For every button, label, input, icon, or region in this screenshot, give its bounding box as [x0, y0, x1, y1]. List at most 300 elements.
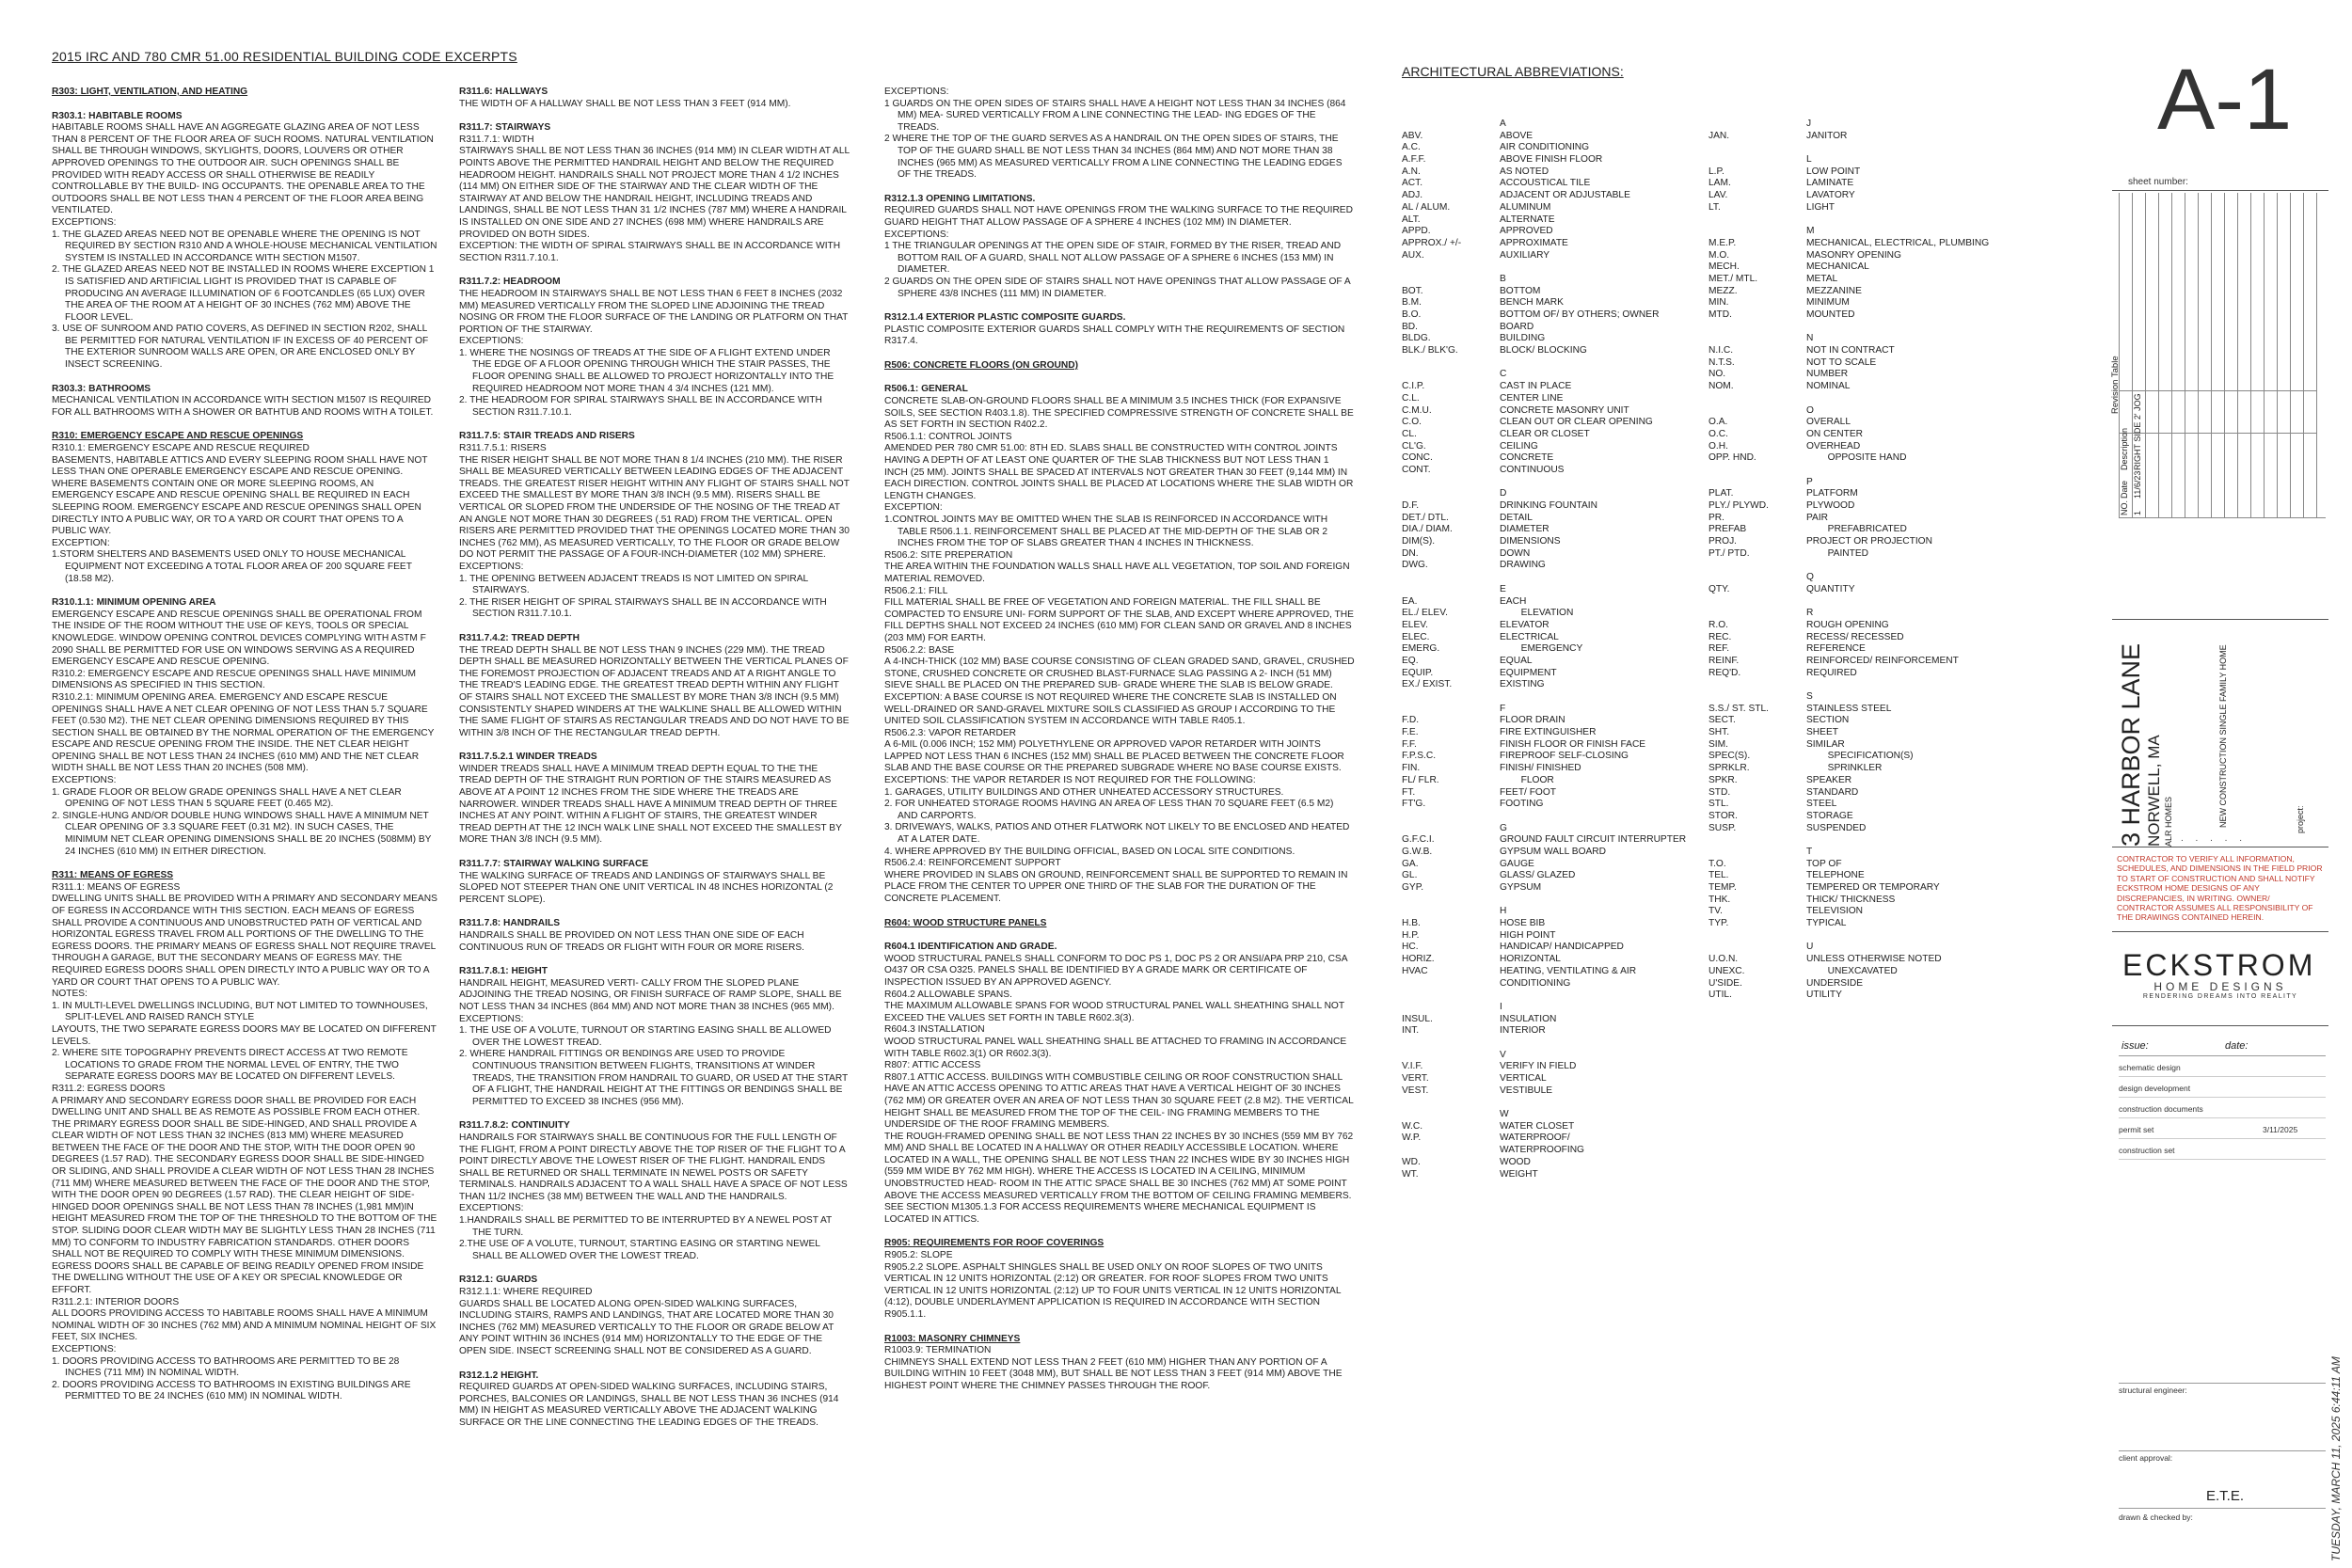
issue-name: schematic design [2119, 1063, 2181, 1072]
abbreviation-code: SPEC(S). [1708, 751, 1751, 762]
abbreviation-code: H.B. [1402, 918, 1421, 929]
project-owner: ALR HOMES [2164, 796, 2173, 847]
subsection-heading: R312.1: GUARDS [459, 1275, 538, 1286]
abbreviation-code: DWG. [1402, 560, 1428, 571]
subsection-heading: R312.1.4 EXTERIOR PLASTIC COMPOSITE GUARDS. [884, 312, 1126, 324]
abbreviation-row [1402, 799, 1686, 811]
abbreviation-row [1708, 966, 1989, 978]
abbreviation-code: TYP. [1708, 918, 1729, 929]
abbreviation-meaning: CONTINUOUS [1500, 464, 1565, 475]
code-section [459, 1120, 850, 1262]
subsection-heading: R311.7.2: HEADROOM [459, 277, 561, 288]
abbreviation-row [1708, 548, 1989, 561]
code-paragraph: R311.7.5.1: RISERS [459, 443, 547, 454]
abbreviation-row [1402, 572, 1686, 584]
code-section [459, 752, 850, 847]
abbreviation-meaning: ON CENTER [1806, 428, 1863, 439]
code-paragraph: 1. GARAGES, UTILITY BUILDINGS AND OTHER UNHEATED ACCESSORY STRUCTURES. [884, 786, 1284, 798]
abbreviation-code: W.P. [1402, 1132, 1422, 1144]
code-section [884, 360, 1355, 372]
abbreviation-meaning: EMERGENCY [1500, 643, 1583, 655]
abbreviation-meaning: ABOVE [1500, 130, 1534, 141]
abbreviation-meaning: INSULATION [1500, 1013, 1557, 1024]
abbreviation-meaning: ELECTRICAL [1500, 631, 1559, 642]
abbreviation-row [1402, 584, 1686, 596]
abbreviation-code: MEZZ. [1708, 285, 1738, 296]
abbreviation-meaning: BUILDING [1500, 333, 1546, 344]
abbreviation-meaning: HORIZONTAL [1500, 954, 1561, 965]
abbreviation-meaning: M [1806, 226, 1815, 237]
abbreviation-row [1402, 942, 1686, 954]
abbreviation-meaning: QUANTITY [1806, 583, 1855, 594]
code-section [459, 431, 850, 621]
abbreviation-code: SECT. [1708, 715, 1736, 726]
abbreviation-row [1402, 190, 1686, 202]
section-heading: R311: MEANS OF EGRESS [52, 870, 174, 881]
abbreviation-code: R.O. [1708, 619, 1728, 630]
abbreviation-code: DN. [1402, 547, 1419, 559]
abbreviation-row [1402, 333, 1686, 345]
abbreviation-meaning: APPROXIMATE [1500, 237, 1568, 248]
abbreviation-row [1402, 178, 1686, 190]
subsection-heading: R311.7.8: HANDRAILS [459, 918, 560, 929]
abbreviation-row [1402, 966, 1686, 978]
project-title: 3 HARBOR LANE [2117, 642, 2145, 847]
issue-date: 3/11/2025 [2263, 1125, 2298, 1134]
abbreviation-code: INSUL. [1402, 1013, 1433, 1024]
abbreviation-code: F.F. [1402, 738, 1417, 750]
abbreviation-meaning: W [1500, 1109, 1509, 1120]
abbreviation-row [1708, 679, 1989, 691]
code-paragraph: 1. WHERE THE NOSINGS OF TREADS AT THE SIDE OF A FLIGHT EXTEND UNDER THE EDGE OF A FLOOR OPENING THROUGH WHICH THE STAIR PASSES, THE FLOOR OPENING SHALL BE ALLOWED TO PROJECT HORIZONTALLY INTO THE REQUIRED HEADROOM NOT MORE THAN 4 3/4 INCHES (121 MM). [459, 347, 834, 394]
code-paragraph: EXCEPTIONS: [459, 1203, 524, 1214]
abbreviation-code: C.M.U. [1402, 404, 1432, 416]
abbreviation-row [1708, 787, 1989, 800]
abbreviation-meaning: REQUIRED [1806, 667, 1857, 678]
code-paragraph: HANDRAIL HEIGHT, MEASURED VERTI- CALLY FROM THE SLOPED PLANE ADJOINING THE TREAD NOSING, OR FINISH SURFACE OF RAMP SLOPE, SHALL BE NOT LESS THAN 34 INCHES (864 MM) AND NOT MORE THAN 38 INCHES (965 MM). [459, 977, 842, 1012]
firm-logo: ECKSTROM HOME DESIGNS RENDERING DREAMS INTO REALITY [2122, 948, 2316, 1000]
abbreviation-row [1708, 859, 1989, 871]
abbreviation-meaning: TYPICAL [1806, 918, 1847, 929]
abbreviation-code: ACT. [1402, 178, 1423, 189]
section-heading: R1003: MASONRY CHIMNEYS [884, 1333, 1021, 1344]
code-paragraph: EXCEPTIONS: [52, 216, 117, 228]
abbreviation-code: PT./ PTD. [1708, 547, 1750, 559]
abbreviation-meaning: APPROVED [1500, 226, 1553, 237]
code-paragraph: 2. FOR UNHEATED STORAGE ROOMS HAVING AN AREA OF LESS THAN 70 SQUARE FEET (6.5 M2) AND CARPORTS. [884, 799, 1334, 821]
abbreviation-meaning: VERIFY IN FIELD [1500, 1061, 1577, 1072]
abbreviation-row [1708, 333, 1989, 345]
abbreviation-row [1708, 357, 1989, 370]
abbreviation-meaning: N [1806, 333, 1814, 344]
abbreviation-code: FT'G. [1402, 799, 1426, 810]
abbreviation-row [1708, 250, 1989, 262]
abbreviation-row [1402, 238, 1686, 250]
abbreviation-row [1708, 500, 1989, 513]
code-section [52, 431, 437, 585]
subsection-heading: R604.1 IDENTIFICATION AND GRADE. [884, 942, 1057, 953]
code-paragraph: R506.2.1: FILL [884, 585, 948, 596]
abbreviation-meaning: GYPSUM WALL BOARD [1500, 846, 1607, 857]
revision-row-no: 1 [2133, 510, 2142, 515]
abbreviation-code: WT. [1402, 1168, 1419, 1180]
abbreviation-meaning: THICK/ THICKNESS [1806, 894, 1896, 905]
code-section [884, 918, 1355, 930]
abbreviation-code: QTY. [1708, 583, 1730, 594]
abbreviation-code: SHT. [1708, 727, 1730, 738]
code-section [52, 87, 437, 99]
abbreviation-row [1708, 429, 1989, 441]
abbreviation-row [1402, 727, 1686, 739]
abbreviation-meaning: VESTIBULE [1500, 1085, 1553, 1096]
abbreviation-row [1708, 823, 1989, 835]
abbreviation-row [1708, 417, 1989, 429]
abbreviation-meaning: FLOOR [1500, 774, 1554, 785]
abbreviation-row [1708, 954, 1989, 966]
abbreviation-row [1402, 859, 1686, 871]
abbreviation-row [1708, 345, 1989, 357]
abbreviation-row [1708, 715, 1989, 727]
abbreviation-row [1708, 452, 1989, 465]
abbreviation-row [1708, 930, 1989, 942]
abbreviation-code: LAM. [1708, 178, 1731, 189]
code-paragraph: 4. WHERE APPROVED BY THE BUILDING OFFICIAL, BASED ON LOCAL SITE CONDITIONS. [884, 846, 1295, 857]
code-section [52, 870, 437, 1403]
abbreviation-code: C.O. [1402, 417, 1422, 428]
code-section [884, 942, 1355, 1226]
code-paragraph: 2 GUARDS ON THE OPEN SIDE OF STAIRS SHALL NOT HAVE OPENINGS THAT ALLOW PASSAGE OF A SPHERE 43/8 INCHES (111 MM) IN DIAMETER. [884, 276, 1351, 299]
abbreviations-title: ARCHITECTURAL ABBREVIATIONS: [1402, 64, 1624, 79]
abbreviations-right-list [1708, 119, 1989, 1002]
abbreviation-row [1402, 226, 1686, 238]
code-paragraph: R807: ATTIC ACCESS [884, 1060, 981, 1071]
abbreviation-code: AUX. [1402, 249, 1424, 261]
abbreviation-code: LAV. [1708, 190, 1728, 201]
abbreviation-code: D.F. [1402, 500, 1420, 511]
abbreviation-row [1402, 393, 1686, 405]
abbreviation-row [1402, 632, 1686, 644]
abbreviation-code: FL/ FLR. [1402, 774, 1439, 785]
abbreviation-row [1402, 787, 1686, 800]
code-section [52, 111, 437, 372]
abbreviation-code: STD. [1708, 786, 1731, 798]
abbreviation-meaning: MASONRY OPENING [1806, 249, 1901, 261]
code-paragraph: THE AREA WITHIN THE FOUNDATION WALLS SHALL HAVE ALL VEGETATION, TOP SOIL AND FOREIGN MATERIAL REMOVED. [884, 562, 1350, 584]
abbreviation-row [1708, 560, 1989, 572]
abbreviation-code: H.P. [1402, 929, 1420, 941]
code-paragraph: R506.2.4: REINFORCEMENT SUPPORT [884, 858, 1061, 869]
code-paragraph: R1003.9: TERMINATION [884, 1345, 992, 1356]
abbreviation-code: TEL. [1708, 870, 1729, 881]
abbreviation-row [1708, 393, 1989, 405]
code-paragraph: LAYOUTS, THE TWO SEPARATE EGRESS DOORS MAY BE LOCATED ON DIFFERENT LEVELS. [52, 1023, 437, 1047]
abbreviation-row [1402, 441, 1686, 453]
abbreviation-meaning: GYPSUM [1500, 882, 1542, 893]
code-paragraph: CHIMNEYS SHALL EXTEND NOT LESS THAN 2 FEET (610 MM) HIGHER THAN ANY PORTION OF A BUILDING WITHIN 10 FEET (3048 MM), BUT SHALL BE NOT LESS THAN 3 FEET (914 MM) ABOVE THE HIGHEST POINT WHERE THE CHIMNEY PASSES THROUGH THE ROOF. [884, 1356, 1343, 1391]
abbreviation-row [1708, 668, 1989, 680]
abbreviation-row [1708, 834, 1989, 847]
abbreviation-meaning: STEEL [1806, 799, 1837, 810]
abbreviation-code: BLK./ BLK'G. [1402, 345, 1458, 356]
code-paragraph: 1 THE TRIANGULAR OPENINGS AT THE OPEN SIDE OF STAIR, FORMED BY THE RISER, TREAD AND BOTTOM RAIL OF A GUARD, SHALL NOT ALLOW PASSAGE OF A SPHERE 6 INCHES (153 MM) IN DIAMETER. [884, 241, 1342, 276]
abbreviation-row [1402, 1025, 1686, 1037]
code-paragraph: A 4-INCH-THICK (102 MM) BASE COURSE CONSISTING OF CLEAN GRADED SAND, GRAVEL, CRUSHED STONE, CRUSHED CONCRETE OR CRUSHED BLAST-FURNACE SLAG PASSING A 2- INCH (51 MM) SIEVE SHALL BE PLACED ON THE PREPARED SUB- GRADE WHERE THE SLAB IS BELOW GRADE. [884, 657, 1355, 691]
abbreviation-row [1402, 978, 1686, 990]
code-paragraph: GUARDS SHALL BE LOCATED ALONG OPEN-SIDED WALKING SURFACES, INCLUDING STAIRS, RAMPS AND LANDINGS, THAT ARE LOCATED MORE THAN 30 INCHES (762 MM) MEASURED VERTICALLY TO THE FLOOR OR GRADE BELOW AT ANY POINT WITHIN 36 INCHES (914 MM) HORIZONTALLY TO THE EDGE OF THE OPEN SIDE. INSECT SCREENING SHALL NOT BE CONSIDERED AS A GUARD. [459, 1298, 834, 1356]
abbreviation-meaning: H [1500, 906, 1507, 917]
abbreviation-row [1708, 643, 1989, 656]
abbreviation-meaning: SIMILAR [1806, 738, 1845, 750]
code-paragraph: 1. DOORS PROVIDING ACCESS TO BATHROOMS ARE PERMITTED TO BE 28 INCHES (711 MM) IN NOMINAL WIDTH. [52, 1355, 400, 1379]
abbreviation-meaning: AIR CONDITIONING [1500, 142, 1590, 153]
abbreviation-meaning: EXISTING [1500, 679, 1545, 690]
abbreviation-code: FT. [1402, 786, 1416, 798]
abbreviation-code: MECH. [1708, 261, 1740, 273]
abbreviation-code: M.O. [1708, 249, 1730, 261]
abbreviation-row [1708, 572, 1989, 584]
abbreviation-meaning: F [1500, 703, 1506, 714]
abbreviation-row [1402, 250, 1686, 262]
code-paragraph: 2. THE RISER HEIGHT OF SPIRAL STAIRWAYS SHALL BE IN ACCORDANCE WITH SECTION R311.7.10.1. [459, 596, 827, 620]
abbreviation-meaning: S [1806, 691, 1813, 702]
abbreviation-code: DIM(S). [1402, 536, 1436, 547]
code-paragraph: 2. WHERE HANDRAIL FITTINGS OR BENDINGS ARE USED TO PROVIDE CONTINUOUS TRANSITION BETWEEN FLIGHTS, TRANSITIONS AT WINDER TREADS, THE TRANSITION FROM HANDRAIL TO GUARD, OR USED AT THE START OF A FLIGHT, THE HANDRAIL HEIGHT AT THE FITTINGS OR BENDINGS SHALL BE PERMITTED TO EXCEED 38 INCHES (956 MM). [459, 1049, 849, 1107]
abbreviation-code: C.L. [1402, 392, 1420, 404]
abbreviation-row [1402, 930, 1686, 942]
abbreviation-meaning: CLEAR OR CLOSET [1500, 428, 1590, 439]
abbreviation-row [1402, 1097, 1686, 1109]
abbreviation-row [1402, 1109, 1686, 1121]
abbreviation-meaning: E [1500, 583, 1506, 594]
code-paragraph: EXCEPTIONS: [459, 561, 524, 572]
abbreviation-meaning: HIGH POINT [1500, 929, 1556, 941]
code-paragraph: R310.2: EMERGENCY ESCAPE AND RESCUE OPENINGS SHALL HAVE MINIMUM DIMENSIONS AS SPECIFIED IN THIS SECTION. [52, 668, 417, 691]
abbreviation-row [1402, 142, 1686, 154]
abbreviation-row [1402, 357, 1686, 370]
code-section [459, 918, 850, 954]
abbreviation-code: PREFAB [1708, 524, 1747, 535]
abbreviation-meaning: ABOVE FINISH FLOOR [1500, 154, 1603, 166]
section-heading: R303: LIGHT, VENTILATION, AND HEATING [52, 87, 248, 97]
abbreviation-meaning: ELEVATION [1500, 608, 1574, 619]
abbreviation-row [1708, 918, 1989, 930]
code-section [52, 384, 437, 420]
code-paragraph: ALL DOORS PROVIDING ACCESS TO HABITABLE ROOMS SHALL HAVE A MINIMUM NOMINAL WIDTH OF 30 INCHES (762 MM) AND A MINIMUM NOMINAL HEIGHT OF SIX FEET, SIX INCHES. [52, 1308, 437, 1343]
abbreviation-row [1708, 727, 1989, 739]
code-paragraph: FILL MATERIAL SHALL BE FREE OF VEGETATION AND FOREIGN MATERIAL. THE FILL SHALL BE COMPACTED TO ENSURE UNI- FORM SUPPORT OF THE SLAB, AND EXCEPT WHERE APPROVED, THE FILL DEPTHS SHALL NOT EXCEED 24 INCHES (610 MM) FOR CLEAN SAND OR GRAVEL AND 8 INCHES (203 MM) FOR EARTH. [884, 597, 1354, 643]
code-paragraph: R311.7.1: WIDTH [459, 134, 534, 145]
abbreviation-meaning: FINISH FLOOR OR FINISH FACE [1500, 738, 1646, 750]
code-paragraph: A 6-MIL (0.006 INCH; 152 MM) POLYETHYLENE OR APPROVED VAPOR RETARDER WITH JOINTS LAPPED NOT LESS THAN 6 INCHES (152 MM) SHALL BE PLACED BETWEEN THE CONCRETE FLOOR SLAB AND THE BASE COURSE OR THE PREPARED SUBGRADE WHERE NO BASE COURSE EXISTS. [884, 739, 1344, 774]
abbreviation-row [1402, 1050, 1686, 1062]
abbreviation-code: PLAT. [1708, 488, 1734, 499]
abbreviation-code: U'SIDE. [1708, 977, 1742, 989]
abbreviation-code: EL./ ELEV. [1402, 608, 1448, 619]
abbreviation-code: HC. [1402, 942, 1419, 953]
abbreviation-meaning: RECESS/ RECESSED [1806, 631, 1904, 642]
abbreviation-meaning: PREFABRICATED [1806, 524, 1907, 535]
abbreviation-row [1402, 668, 1686, 680]
abbreviation-code: GA. [1402, 858, 1419, 869]
abbreviation-row [1402, 763, 1686, 775]
abbreviation-row [1402, 823, 1686, 835]
abbreviation-meaning: G [1500, 822, 1507, 833]
abbreviation-code: REC. [1708, 631, 1732, 642]
abbreviation-meaning: ALUMINUM [1500, 201, 1551, 213]
abbreviation-meaning: BLOCK/ BLOCKING [1500, 345, 1587, 356]
code-paragraph: 1.CONTROL JOINTS MAY BE OMITTED WHEN THE SLAB IS REINFORCED IN ACCORDANCE WITH TABLE R506.1.1. REINFORCEMENT SHALL BE PLACED AT THE MID-DEPTH OF THE SLAB OR 2 INCHES FROM THE TOP OF SLABS GREATER THAN 4 INCHES IN THICKNESS. [884, 515, 1328, 549]
print-date: TUESDAY, MARCH 11, 2025 6:44:11 AM [2329, 1356, 2343, 1561]
abbreviation-code: G.W.B. [1402, 846, 1433, 857]
abbreviation-meaning: HANDICAP/ HANDICAPPED [1500, 942, 1624, 953]
code-paragraph: R311.2.1: INTERIOR DOORS [52, 1296, 180, 1307]
abbreviation-row [1402, 119, 1686, 131]
code-paragraph: EXCEPTIONS: [884, 87, 949, 97]
revision-row-description: RIGHT SIDE 2' JOG [2133, 393, 2142, 470]
abbreviation-meaning: UNDERSIDE [1806, 977, 1864, 989]
abbreviation-meaning: OPPOSITE HAND [1806, 452, 1907, 464]
code-paragraph: 1. THE OPENING BETWEEN ADJACENT TREADS IS NOT LIMITED ON SPIRAL STAIRWAYS. [459, 573, 808, 596]
code-paragraph: R506.2.2: BASE [884, 644, 955, 656]
abbreviation-code: UNEXC. [1708, 965, 1745, 976]
abbreviation-row [1402, 715, 1686, 727]
abbreviation-row [1402, 286, 1686, 298]
code-paragraph: THE TREAD DEPTH SHALL BE NOT LESS THAN 9 INCHES (229 MM). THE TREAD DEPTH SHALL BE MEASURED HORIZONTALLY BETWEEN THE VERTICAL PLANES OF THE FOREMOST PROJECTION OF ADJACENT TREADS AND AT A RIGHT ANGLE TO THE TREAD'S LEADING EDGE. THE GREATEST TREAD DEPTH WITHIN ANY FLIGHT OF STAIRS SHALL NOT EXCEED THE SMALLEST BY MORE THAN 3/8 INCH (9.5 MM) CONSISTENTLY SHAPED WINDERS AT THE WALKLINE SHALL BE ALLOWED WITHIN THE SAME FLIGHT OF STAIRS AS RECTANGULAR TREADS AND DO NOT HAVE TO BE WITHIN 3/8 INCH OF THE RECTANGULAR TREAD DEPTH. [459, 644, 850, 738]
abbreviation-meaning: GAUGE [1500, 858, 1534, 869]
abbreviation-meaning: EQUIPMENT [1500, 667, 1557, 678]
drawn-by: E.T.E. [2206, 1488, 2245, 1504]
abbreviation-row [1402, 834, 1686, 847]
abbreviation-meaning: NUMBER [1806, 369, 1849, 380]
abbreviation-meaning: WOOD [1500, 1156, 1531, 1167]
abbreviation-code: O.H. [1708, 440, 1728, 451]
code-paragraph: R604.3 INSTALLATION [884, 1024, 985, 1036]
abbreviation-meaning: CONDITIONING [1500, 977, 1571, 989]
abbreviation-row [1402, 548, 1686, 561]
abbreviation-row [1708, 691, 1989, 704]
code-paragraph: R506.2.3: VAPOR RETARDER [884, 727, 1017, 738]
abbreviation-row [1708, 119, 1989, 131]
abbreviation-code: B.O. [1402, 309, 1422, 320]
abbreviation-meaning: DRAWING [1500, 560, 1546, 571]
abbreviation-meaning: CENTER LINE [1500, 392, 1564, 404]
abbreviation-code: FIN. [1402, 763, 1421, 774]
abbreviation-row [1708, 488, 1989, 500]
abbreviation-meaning: STAINLESS STEEL [1806, 703, 1892, 714]
revision-header-date: Date [2120, 480, 2129, 499]
code-paragraph: REQUIRED GUARDS SHALL NOT HAVE OPENINGS FROM THE WALKING SURFACE TO THE REQUIRED GUARD HEIGHT THAT ALLOW PASSAGE OF A SPHERE 4 INCHES (102 MM) IN DIAMETER. [884, 205, 1353, 228]
abbreviation-row [1402, 1145, 1686, 1157]
abbreviation-row [1708, 882, 1989, 895]
abbreviation-meaning: STORAGE [1806, 810, 1853, 821]
section-heading: R604: WOOD STRUCTURE PANELS [884, 917, 1047, 928]
abbreviation-meaning: EACH [1500, 595, 1527, 607]
abbreviation-meaning: CONCRETE [1500, 452, 1554, 464]
abbreviation-row [1708, 214, 1989, 227]
abbreviation-code: A.F.F. [1402, 154, 1426, 166]
abbreviation-row [1402, 429, 1686, 441]
abbreviation-meaning: ALTERNATE [1500, 214, 1555, 225]
abbreviation-meaning: FEET/ FOOT [1500, 786, 1556, 798]
subsection-heading: R311.7: STAIRWAYS [459, 122, 551, 134]
abbreviation-meaning: NOT TO SCALE [1806, 356, 1877, 368]
abbreviation-meaning: VERTICAL [1500, 1073, 1547, 1084]
abbreviation-code: ELEV. [1402, 619, 1428, 630]
abbreviation-row [1708, 895, 1989, 907]
subsection-heading: R311.7.5.2.1 WINDER TREADS [459, 752, 597, 763]
abbreviation-row [1708, 381, 1989, 393]
abbreviation-meaning: ROUGH OPENING [1806, 619, 1889, 630]
subsection-heading: R506.1: GENERAL [884, 384, 968, 395]
abbreviation-row [1402, 811, 1686, 823]
code-paragraph: WOOD STRUCTURAL PANELS SHALL CONFORM TO DOC PS 1, DOC PS 2 OR ANSI/APA PRP 210, CSA O437 OR CSA O325. PANELS SHALL BE IDENTIFIED BY A GRADE MARK OR CERTIFICATE OF INSPECTION ISSUED BY AN APPROVED AGENCY. [884, 953, 1347, 988]
abbreviation-meaning: CLEAN OUT OR CLEAR OPENING [1500, 417, 1653, 428]
subsection-heading: R311.7.5: STAIR TREADS AND RISERS [459, 431, 635, 442]
abbreviation-code: ADJ. [1402, 190, 1423, 201]
code-paragraph: THE RISER HEIGHT SHALL BE NOT MORE THAN 8 1/4 INCHES (210 MM). THE RISER SHALL BE MEASURED VERTICALLY BETWEEN LEADING EDGES OF THE ADJACENT TREADS. THE GREATEST RISER HEIGHT WITHIN ANY FLIGHT OF STAIRS SHALL NOT EXCEED THE SMALLEST BY MORE THAN 3/8 INCH (9.5 MM). RISERS SHALL BE VERTICAL OR SLOPED FROM THE UNDERSIDE OF THE NOSING OF THE TREAD AT AN ANGLE NOT MORE THAN 30 DEGREES (.51 RAD) FROM THE VERTICAL. OPEN RISERS ARE PERMITTED PROVIDED THAT THE OPENINGS LOCATED MORE THAN 30 INCHES (762 MM), AS MEASURED VERTICALLY, TO THE FLOOR OR GRADE BELOW DO NOT PERMIT THE PASSAGE OF A FOUR-INCH-DIAMETER (102 MM) SPHERE. [459, 454, 850, 561]
code-paragraph: WINDER TREADS SHALL HAVE A MINIMUM TREAD DEPTH EQUAL TO THE THE TREAD DEPTH OF THE STRAIGHT RUN PORTION OF THE STAIRS MEASURED AS ABOVE AT A POINT 12 INCHES FROM THE SIDE WHERE THE TREADS ARE NARROWER. WINDER TREADS SHALL HAVE A MINIMUM TREAD DEPTH OF THREE INCHES AT ANY POINT. WITHIN A FLIGHT OF STAIRS, THE GREATEST WINDER TREAD DEPTH AT THE 12 INCH WALK LINE SHALL NOT EXCEED THE SMALLEST BY MORE THAN 3/8 INCH (9.5 MM). [459, 763, 842, 846]
abbreviation-row [1402, 274, 1686, 286]
abbreviation-meaning: CONCRETE MASONRY UNIT [1500, 404, 1629, 416]
abbreviation-code: L.P. [1708, 166, 1724, 177]
abbreviation-row [1708, 847, 1989, 859]
code-section [459, 1275, 850, 1357]
code-paragraph: 1. IN MULTI-LEVEL DWELLINGS INCLUDING, BUT NOT LIMITED TO TOWNHOUSES, SPLIT-LEVEL AND RAISED RANCH STYLE [52, 1000, 428, 1023]
code-section [459, 277, 850, 419]
code-paragraph: MECHANICAL VENTILATION IN ACCORDANCE WITH SECTION M1507 IS REQUIRED FOR ALL BATHROOMS WITH A SHOWER OR BATHTUB AND ROOMS WITH A TOILET. [52, 395, 434, 418]
abbreviation-row [1402, 918, 1686, 930]
abbreviation-row [1402, 691, 1686, 704]
abbreviation-meaning: PLATFORM [1806, 488, 1858, 499]
abbreviation-row [1708, 477, 1989, 489]
abbreviation-meaning: TOP OF [1806, 858, 1842, 869]
abbreviation-meaning: V [1500, 1049, 1506, 1060]
abbreviation-row [1402, 775, 1686, 787]
abbreviation-row [1708, 131, 1989, 143]
abbreviation-row [1708, 297, 1989, 309]
abbreviation-meaning: SPRINKLER [1806, 763, 1883, 774]
abbreviation-code: TEMP. [1708, 882, 1737, 893]
project-type: NEW CONSTRUCTION SINGLE FAMILY HOME [2218, 644, 2228, 828]
issue-name: design development [2119, 1084, 2191, 1093]
abbreviation-meaning: J [1806, 119, 1812, 129]
abbreviation-code: MET./ MTL. [1708, 273, 1758, 284]
abbreviation-code: F.P.S.C. [1402, 751, 1437, 762]
abbreviation-meaning: SHEET [1806, 727, 1838, 738]
abbreviation-code: S.S./ ST. STL. [1708, 703, 1769, 714]
code-paragraph: R905.2: SLOPE [884, 1250, 953, 1261]
abbreviation-row [1402, 990, 1686, 1002]
abbreviation-code: TV. [1708, 906, 1723, 917]
abbreviation-meaning: O [1806, 404, 1814, 416]
code-section [52, 597, 437, 858]
abbreviation-meaning: P [1806, 476, 1813, 487]
code-paragraph: THE HEADROOM IN STAIRWAYS SHALL BE NOT LESS THAN 6 FEET 8 INCHES (2032 MM) MEASURED VERTICALLY FROM THE SLOPED LINE ADJOINING THE TREAD NOSING OR FROM THE FLOOR SURFACE OF THE LANDING OR PLATFORM ON THAT PORTION OF THE STAIRWAY. [459, 288, 849, 335]
abbreviation-row [1402, 704, 1686, 716]
abbreviation-code: DET./ DTL. [1402, 512, 1449, 523]
code-paragraph: NOTES: [52, 989, 87, 1000]
abbreviation-meaning: WATERPROOF/ [1500, 1132, 1570, 1144]
abbreviation-meaning: JANITOR [1806, 130, 1848, 141]
abbreviation-code: O.C. [1708, 428, 1728, 439]
abbreviation-code: REF. [1708, 643, 1730, 655]
client-approval-label: client approval: [2119, 1453, 2173, 1463]
code-section [459, 966, 850, 1108]
code-paragraph: R311.2: EGRESS DOORS [52, 1083, 166, 1094]
sheet-number-label: sheet number: [2128, 177, 2188, 187]
abbreviation-code: INT. [1402, 1025, 1420, 1037]
subsection-heading: R311.6: HALLWAYS [459, 87, 548, 97]
